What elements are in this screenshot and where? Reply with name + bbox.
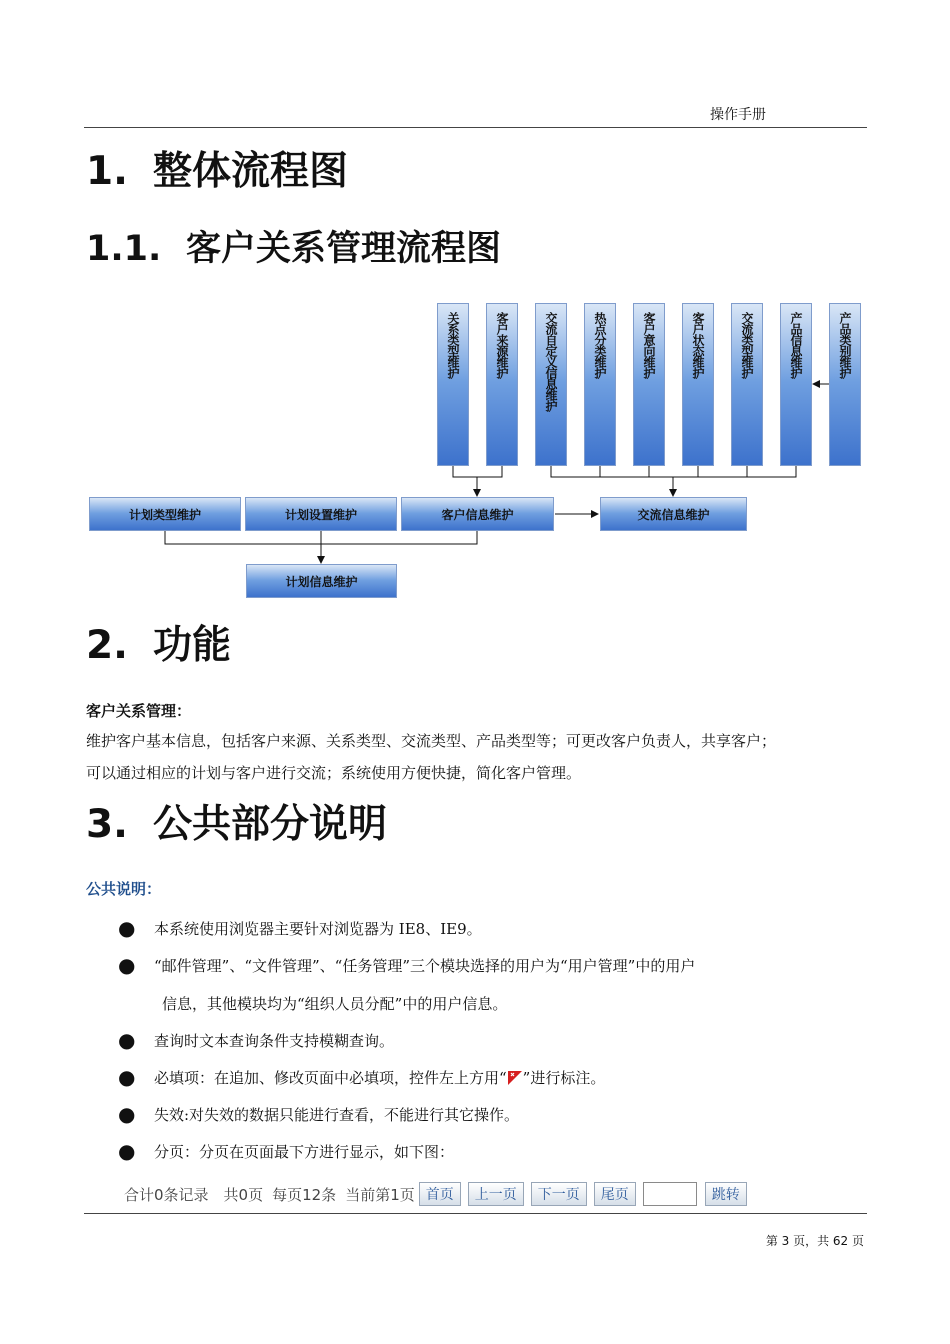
bullet-dot: ● — [118, 1102, 136, 1126]
heading-text: 功能 — [153, 623, 232, 668]
bullet-text-invalid-data: 失效:对失效的数据只能进行查看，不能进行其它操作。 — [154, 1106, 520, 1124]
heading-section-3 — [86, 802, 388, 847]
flow-box-exchange-custom-info — [535, 303, 567, 466]
bullet-text-users-line-1: “邮件管理”、“文件管理”、“任务管理”三个模块选择的用户为“用户管理”中的用户 — [154, 957, 696, 975]
common-label: 公共说明： — [86, 880, 162, 898]
pager-jump-input[interactable] — [643, 1182, 697, 1206]
footer-page-info: 第 3 页，共 62 页 — [765, 1234, 864, 1248]
heading-number: 1. — [86, 149, 128, 194]
running-header: 操作手册 — [710, 107, 766, 123]
function-paragraph-line-2: 可以通过相应的计划与客户进行交流；系统使用方便快捷，简化客户管理。 — [86, 764, 582, 782]
pager-last-button[interactable]: 尾页 — [594, 1182, 636, 1206]
bullet-text-pagination: 分页：分页在页面最下方进行显示，如下图： — [154, 1143, 455, 1161]
heading-number: 3. — [86, 802, 128, 847]
pager-current-page: 当前第1页 — [345, 1185, 415, 1204]
bullet-required-field — [154, 1067, 605, 1088]
pager-total-pages: 共0页 — [223, 1185, 264, 1204]
flow-box-plan-type: 计划类型维护 — [89, 497, 241, 531]
function-paragraph-line-1: 维护客户基本信息，包括客户来源、关系类型、交流类型、产品类型等；可更改客户负责人，共享客户； — [86, 732, 777, 750]
flow-box-hotspot-category — [584, 303, 616, 466]
bullet-dot: ● — [118, 1065, 136, 1089]
flow-box-label: 关系类型维护 — [446, 312, 460, 378]
bullet-text-users-line-2: 信息，其他模块均为“组织人员分配”中的用户信息。 — [162, 995, 508, 1013]
flow-box-relation-type — [437, 303, 469, 466]
pager-per-page: 每页12条 — [272, 1185, 337, 1204]
function-label: 客户关系管理： — [86, 702, 192, 720]
flow-box-plan-setting: 计划设置维护 — [245, 497, 397, 531]
pagination-bar — [124, 1181, 754, 1207]
pager-next-button[interactable]: 下一页 — [531, 1182, 587, 1206]
flow-box-label: 交流自定义信息维护 — [544, 312, 558, 411]
flow-box-label: 产品信息维护 — [789, 312, 803, 378]
flow-box-customer-status — [682, 303, 714, 466]
flow-box-customer-intent — [633, 303, 665, 466]
heading-text: 整体流程图 — [153, 149, 349, 194]
pager-prev-button[interactable]: 上一页 — [468, 1182, 524, 1206]
flow-box-exchange-type — [731, 303, 763, 466]
pager-total-records: 合计0条记录 — [124, 1185, 209, 1204]
flow-box-label: 交流类型维护 — [740, 312, 754, 378]
heading-number: 2. — [86, 623, 128, 668]
heading-section-2 — [86, 623, 232, 668]
required-marker-icon — [507, 1070, 523, 1086]
pager-jump-button[interactable]: 跳转 — [705, 1182, 747, 1206]
flow-box-label: 热点分类维护 — [593, 312, 607, 378]
pager-first-button[interactable]: 首页 — [419, 1182, 461, 1206]
flow-box-label: 客户状态维护 — [691, 312, 705, 378]
flow-box-customer-info: 客户信息维护 — [401, 497, 554, 531]
heading-text: 公共部分说明 — [153, 802, 388, 847]
flow-box-product-category — [829, 303, 861, 466]
bullet-text-required-prefix: 必填项：在追加、修改页面中必填项，控件左上方用“ — [154, 1069, 507, 1087]
flow-box-exchange-info: 交流信息维护 — [600, 497, 747, 531]
flow-box-label: 客户意向维护 — [642, 312, 656, 378]
bullet-dot: ● — [118, 916, 136, 940]
bullet-text-required-suffix: ”进行标注。 — [522, 1069, 606, 1087]
flow-box-customer-source — [486, 303, 518, 466]
flow-box-product-info — [780, 303, 812, 466]
heading-number: 1.1. — [86, 229, 162, 269]
flow-box-label: 客户来源维护 — [495, 312, 509, 378]
bullet-text-browser: 本系统使用浏览器主要针对浏览器为 IE8、IE9。 — [154, 920, 482, 938]
bullet-dot: ● — [118, 1028, 136, 1052]
flow-box-label: 产品类别维护 — [838, 312, 852, 378]
heading-text: 客户关系管理流程图 — [186, 229, 502, 269]
bullet-dot: ● — [118, 1139, 136, 1163]
footer-rule — [84, 1213, 867, 1214]
flow-box-plan-info: 计划信息维护 — [246, 564, 397, 598]
bullet-text-fuzzy-query: 查询时文本查询条件支持模糊查询。 — [154, 1032, 395, 1050]
bullet-dot: ● — [118, 953, 136, 977]
